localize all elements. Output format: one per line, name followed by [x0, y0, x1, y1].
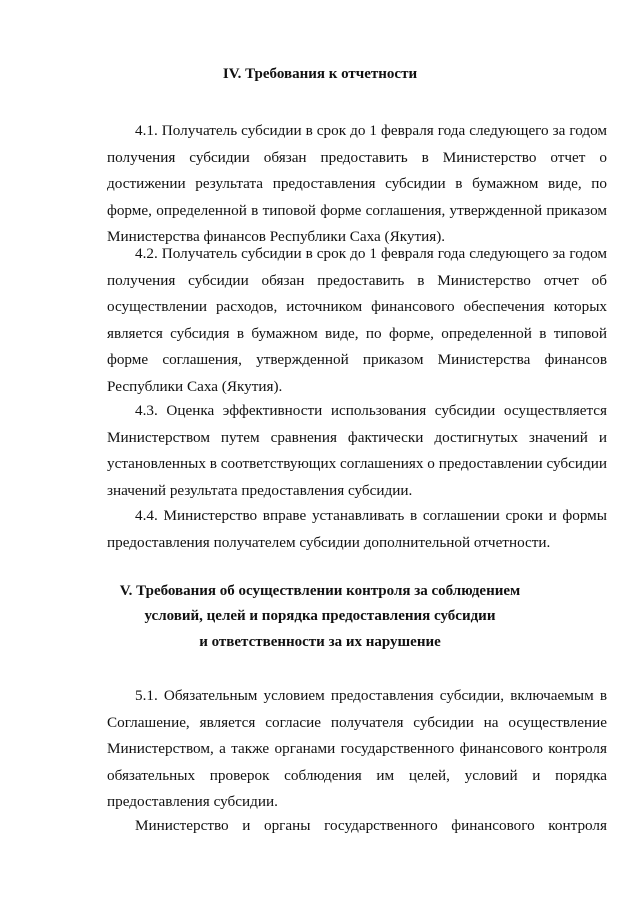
section-5-title-line-1: V. Требования об осуществлении контроля за соблюдением [119, 583, 521, 599]
paragraph-5-1: 5.1. Обязательным условием предоставления субсидии, включаемым в Соглашение, является согласие получателя субсидии на осуществление Министерством, а также органами государственного финансового контроля обязательных проверок соблюдения им целей, условий и порядка предоставления субсидии. [107, 687, 607, 811]
paragraph-4-4: 4.4. Министерство вправе устанавливать в соглашении сроки и формы предоставления получателем субсидии дополнительной отчетности. [107, 507, 607, 551]
paragraph-4-2: 4.2. Получатель субсидии в срок до 1 февраля года следующего за годом получения субсидии обязан предоставить в Министерство отчет об осуществлении расходов, источником финансового обеспечения которых является субсидия в бумажном виде, по форме, определенной в типовой форме соглашения, утвержденной приказом Министерства финансов Республики Саха (Якутия). [107, 245, 607, 395]
section-4-title: IV. Требования к отчетности [222, 66, 418, 82]
paragraph-5-1-continuation: Министерство и органы государственного финансового контроля [135, 817, 607, 834]
paragraph-4-1: 4.1. Получатель субсидии в срок до 1 февраля года следующего за годом получения субсидии обязан предоставить в Министерство отчет о достижении результата предоставления субсидии в бумажном виде, по форме, определенной в типовой форме соглашения, утвержденной приказом Министерства финансов Республики Саха (Якутия). [107, 122, 607, 246]
paragraph-4-3: 4.3. Оценка эффективности использования субсидии осуществляется Министерством путем сравнения фактически достигнутых значений и установленных в соответствующих соглашениях о предоставлении субсидии значений результата предоставления субсидии. [107, 402, 607, 499]
section-5-title-line-3: и ответственности за их нарушение [199, 634, 441, 650]
section-5-title-line-2: условий, целей и порядка предоставления субсидии [144, 608, 496, 624]
